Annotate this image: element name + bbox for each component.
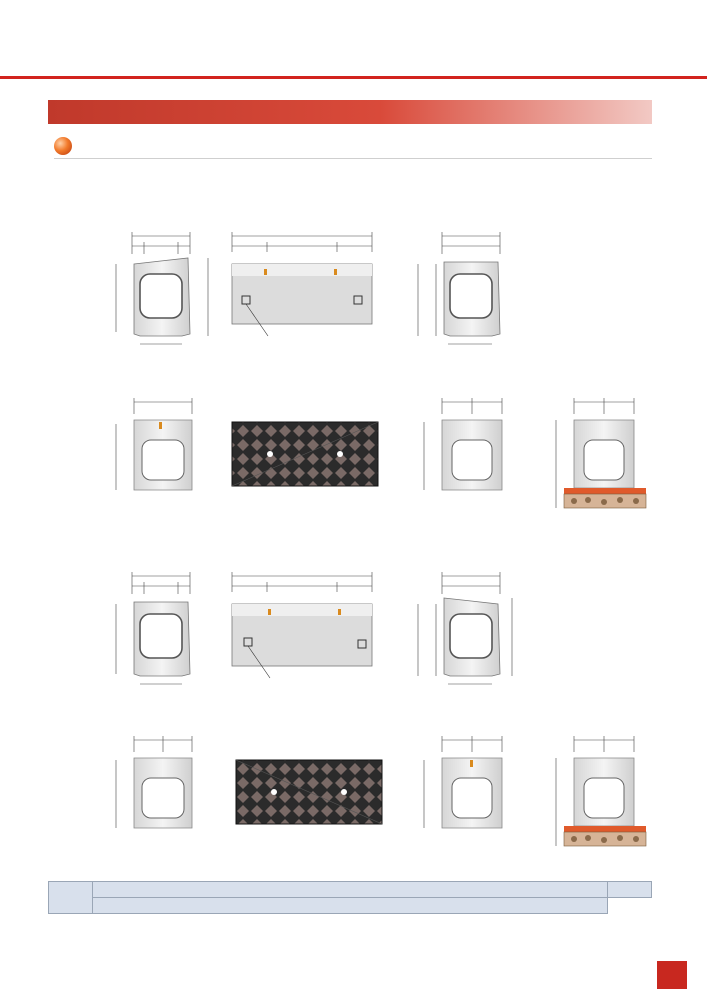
drawing-structure-right [522, 728, 654, 878]
drawing-sec11-left [78, 218, 218, 360]
drawing-sec44-right [402, 558, 532, 700]
divider [54, 158, 652, 159]
section-header [48, 100, 652, 124]
page-number [657, 961, 687, 989]
table-header-dims [93, 882, 608, 898]
drawing-sec33-right [406, 728, 518, 838]
drawing-sec44-left [402, 218, 512, 360]
table-header-name [49, 882, 93, 914]
drawing-side-left [222, 218, 382, 358]
table-header-weight-unit [93, 898, 608, 914]
title-rule [0, 76, 707, 79]
drawing-sec11-right [78, 558, 218, 700]
drawing-side-right [222, 558, 382, 698]
table-header-weight [608, 882, 652, 898]
drawing-sec22-left [98, 390, 208, 500]
drawing-structure-left [522, 390, 654, 540]
bullet-icon [54, 137, 72, 155]
drawing-sec33-left [406, 390, 518, 500]
spec-table [48, 881, 652, 914]
drawing-plan-right [222, 748, 392, 840]
drawing-plan-left [222, 410, 392, 502]
drawing-sec22-right [98, 728, 208, 838]
